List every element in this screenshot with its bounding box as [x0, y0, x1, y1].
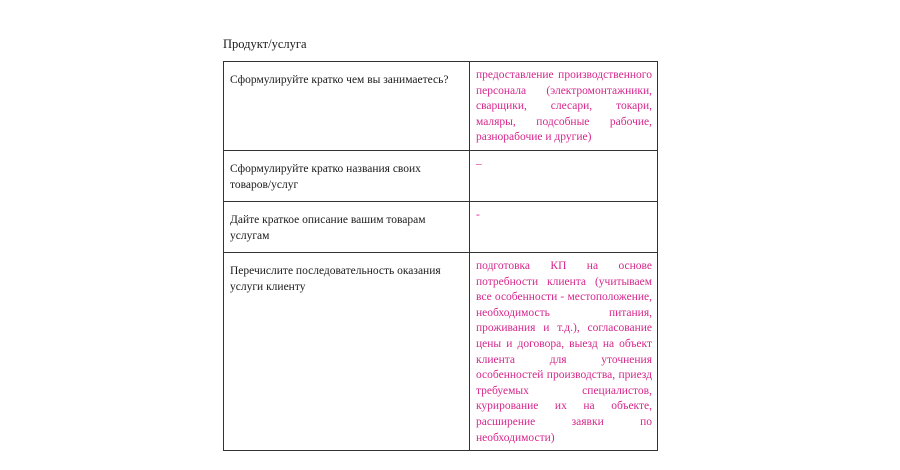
answer-cell[interactable]: – [470, 150, 658, 201]
answer-cell[interactable]: подготовка КП на основе потребности клиента (учитываем все особенности - местоположение, необходимость питания, проживания и т.д.), согласование цены и договора, выезд на объект клиента для уточнения особенностей производства, приезд требуемых специалистов, курирование их на объекте, расширение заявки по необходимости) [470, 252, 658, 450]
questionnaire-table [223, 61, 658, 451]
table-row [224, 150, 658, 201]
question-cell: Сформулируйте кратко названия своих товаров/услуг [224, 150, 470, 201]
table-row [224, 201, 658, 252]
question-cell: Дайте краткое описание вашим товарам услугам [224, 201, 470, 252]
section-title: Продукт/услуга [223, 37, 307, 51]
table-row [224, 252, 658, 450]
answer-cell[interactable]: предоставление производственного персонала (электромонтажники, сварщики, слесари, токари, маляры, подсобные рабочие, разнорабочие и другие) [470, 62, 658, 151]
question-cell: Сформулируйте кратко чем вы занимаетесь? [224, 62, 470, 151]
question-cell: Перечислите последовательность оказания услуги клиенту [224, 252, 470, 450]
table-row [224, 62, 658, 151]
answer-cell[interactable]: - [470, 201, 658, 252]
